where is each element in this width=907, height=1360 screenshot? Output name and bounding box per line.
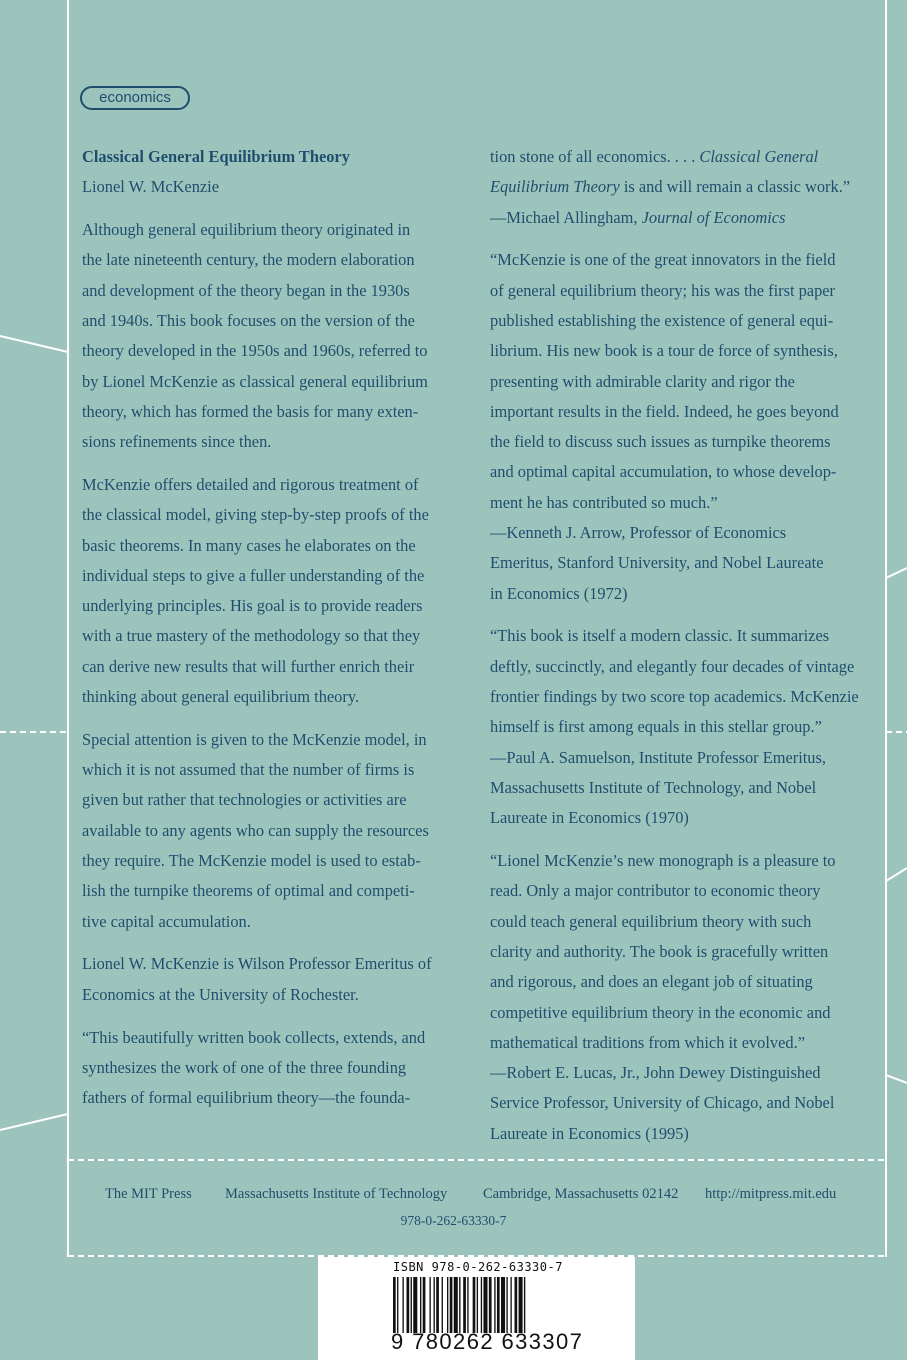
barcode-digits: 9 780262 633307 xyxy=(391,1329,584,1354)
barcode-isbn-label: ISBN 978-0-262-63330-7 xyxy=(393,1260,563,1274)
barcode-bar xyxy=(454,1277,458,1333)
barcode-bar xyxy=(467,1277,468,1333)
footer-isbn: 978-0-262-63330-7 xyxy=(400,1213,507,1228)
barcode-bar xyxy=(436,1277,439,1333)
barcode-bar xyxy=(434,1277,435,1333)
barcode-bar xyxy=(423,1277,426,1333)
barcode-bar xyxy=(524,1277,525,1333)
barcode-bar xyxy=(459,1277,460,1333)
barcode-bar xyxy=(483,1277,487,1333)
barcode-bar xyxy=(477,1277,478,1333)
publisher-url[interactable]: http://mitpress.mit.edu xyxy=(705,1186,837,1202)
review-quote-lucas: “Lionel McKenzie’s new monograph is a pleasure to read. Only a major contributor to economic theory could teach general equilibrium theory with such clarity and authority. The book is gracefully written and rigorous, and does an elegant job of situating competitive equilibrium theory in the economic and mathematical traditions from which it evolved.” —Robert E. Lucas, Jr., John Dewey Distinguished Service Professor, University of Chicago, and Nobel Laureate in Economics (1995) xyxy=(490,851,836,1143)
barcode-bars xyxy=(393,1277,563,1333)
barcode-bar xyxy=(420,1277,421,1333)
book-title: Classical General Equilibrium Theory xyxy=(82,147,350,166)
barcode-bar xyxy=(447,1277,448,1333)
barcode-bar xyxy=(402,1277,403,1333)
publisher-institution: Massachusetts Institute of Technology xyxy=(225,1186,448,1202)
barcode-bar xyxy=(463,1277,466,1333)
description-paragraph-2: McKenzie offers detailed and rigorous treatment of the classical model, giving step-by-step proofs of the basic theorems. In many cases he elaborates on the individual steps to give a fuller understanding of the underlying principles. His goal is to provide readers with a true mastery of the methodology so that they can derive new results that will further enrich their thinking about general equilibrium theory. xyxy=(82,474,429,707)
barcode-bar xyxy=(429,1277,430,1333)
right-column xyxy=(490,142,878,1162)
review-quote-samuelson: “This book is itself a modern classic. It summarizes deftly, succinctly, and elegantly four decades of vintage frontier findings by two score top academics. McKenzie himself is first among equals in this stellar group.” —Paul A. Samuelson, Institute Professor Emeritus, Massachusetts Institute of Technology, and Nobel Laureate in Economics (1970) xyxy=(490,626,859,828)
review-quote-1-start: “This beautifully written book collects, extends, and synthesizes the work of one of the three founding fathers of formal equilibrium theory—the founda- xyxy=(82,1027,426,1108)
publisher-name: The MIT Press xyxy=(105,1186,192,1202)
barcode-bar xyxy=(510,1277,511,1333)
barcode-bar xyxy=(494,1277,495,1333)
subject-tag: economics xyxy=(80,86,190,110)
publisher-city: Cambridge, Massachusetts 02142 xyxy=(483,1186,679,1202)
barcode-bar xyxy=(411,1277,412,1333)
left-column xyxy=(82,142,467,1126)
review-quote-arrow: “McKenzie is one of the great innovators in the field of general equilibrium theory; his was the first paper published establishing the existence of general equi- librium. His new book is a tour de force of synthesis, presenting with admirable clarity and rigor the important results in the field. Indeed, he goes beyond the field to discuss such issues as turnpike theorems and optimal capital accumulation, to whose develop- ment he has contributed so much.” —Kenneth J. Arrow, Professor of Economics Emeritus, Stanford University, and Nobel Laureate in Economics (1972) xyxy=(490,250,839,603)
barcode-bar xyxy=(442,1277,443,1333)
review-quote-1-end: tion stone of all economics. . . . Classical General Equilibrium Theory is and will remain a classic work.” —Michael Allingham, Journal of Economics xyxy=(490,147,851,227)
barcode-bar xyxy=(515,1277,518,1333)
barcode-bar xyxy=(489,1277,492,1333)
barcode-bar xyxy=(407,1277,410,1333)
barcode-bar xyxy=(450,1277,453,1333)
author-bio: Lionel W. McKenzie is Wilson Professor Emeritus of Economics at the University of Rochester. xyxy=(82,954,432,1004)
barcode-box xyxy=(318,1257,635,1360)
barcode-bar xyxy=(497,1277,500,1333)
description-paragraph-1: Although general equilibrium theory originated in the late nineteenth century, the modern elaboration and development of the theory began in the 1930s and 1940s. This book focuses on the version of the theory developed in the 1950s and 1960s, referred to by Lionel McKenzie as classical general equilibrium theory, which has formed the basis for many exten- sions refinements since then. xyxy=(82,220,428,452)
description-paragraph-3: Special attention is given to the McKenzie model, in which it is not assumed that the number of firms is given but rather that technologies or activities are available to any agents who can supply the resources they require. The McKenzie model is used to estab- lish the turnpike theorems of optimal and competi- tive capital accumulation. xyxy=(82,729,429,931)
book-author: Lionel W. McKenzie xyxy=(82,177,220,197)
barcode-bar xyxy=(397,1277,398,1333)
barcode-bar xyxy=(413,1277,417,1333)
barcode-bar xyxy=(481,1277,482,1333)
barcode-bar xyxy=(473,1277,476,1333)
barcode-bar xyxy=(506,1277,507,1333)
barcode-bar xyxy=(393,1277,396,1333)
barcode-bar xyxy=(501,1277,505,1333)
barcode-bar xyxy=(519,1277,523,1333)
